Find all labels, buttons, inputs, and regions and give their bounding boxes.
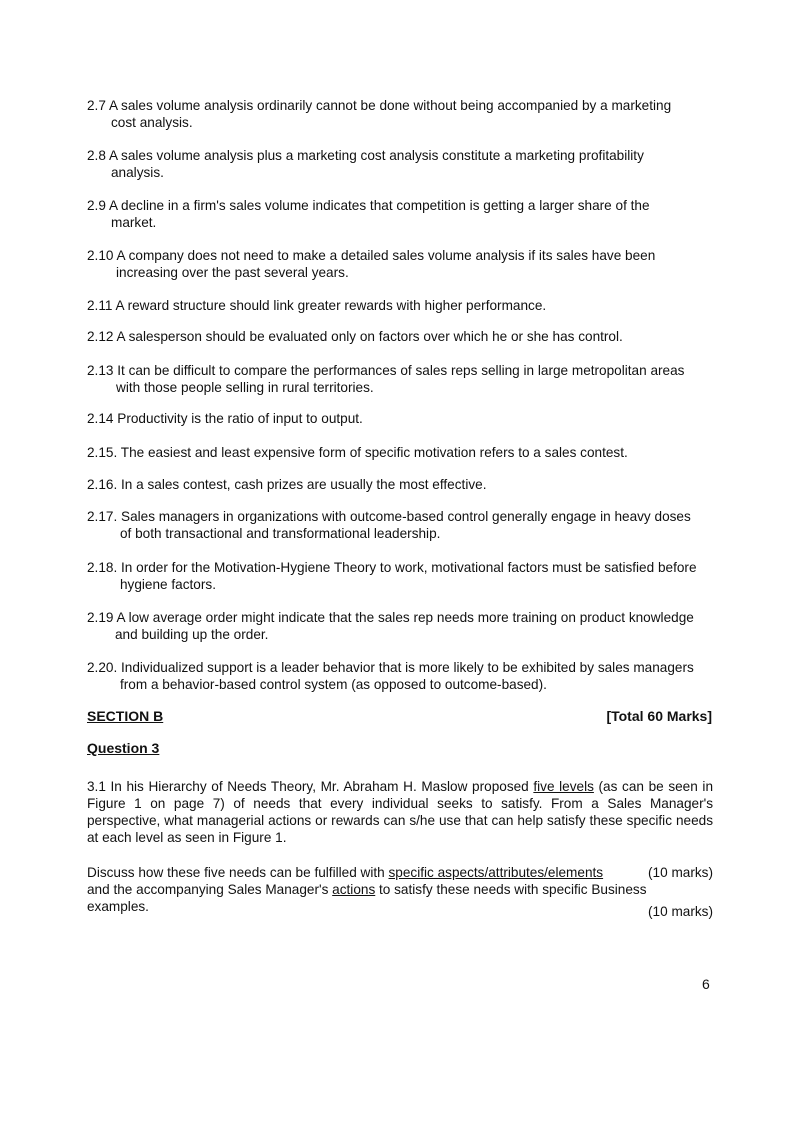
text: Discuss how these five needs can be fulfilled with [87, 865, 389, 880]
item-text: A salesperson should be evaluated only on factors over which he or she has control. [116, 329, 623, 344]
item-text: Sales managers in organizations with outcome-based control generally engage in heavy doses [121, 509, 691, 524]
item-number: 2.10 [87, 248, 114, 263]
underlined-text: five levels [533, 779, 594, 794]
underlined-text: actions [332, 882, 376, 897]
text: 3.1 In his Hierarchy of Needs Theory, Mr. Abraham H. Maslow proposed [87, 779, 534, 794]
question-item [87, 410, 727, 427]
question-item [87, 659, 727, 693]
item-text: In order for the Motivation-Hygiene Theory to work, motivational factors must be satisfied before [121, 560, 697, 575]
item-number: 2.17. [87, 509, 118, 524]
question-item [87, 97, 727, 131]
section-total-marks: [Total 60 Marks] [606, 708, 712, 724]
question-item [87, 247, 727, 281]
item-number: 2.18. [87, 560, 118, 575]
item-text: and building up the order. [115, 627, 269, 642]
item-number: 2.20. [87, 660, 118, 675]
item-text: increasing over the past several years. [116, 265, 349, 280]
text: examples. [87, 899, 149, 914]
item-number: 2.11 [87, 298, 113, 313]
item-text: A decline in a firm's sales volume indicates that competition is getting a larger share of the [108, 198, 650, 213]
item-number: 2.12 [87, 329, 114, 344]
question-item [87, 328, 727, 345]
item-text: The easiest and least expensive form of specific motivation refers to a sales contest. [120, 445, 628, 460]
text [87, 864, 603, 881]
section-title: SECTION B [87, 708, 164, 724]
marks: (10 marks) [648, 865, 713, 880]
question-item [87, 444, 727, 461]
item-text: A sales volume analysis plus a marketing cost analysis constitute a marketing profitability [108, 148, 644, 163]
text: and the accompanying Sales Manager's [87, 882, 333, 897]
item-text: In a sales contest, cash prizes are usually the most effective. [121, 477, 487, 492]
item-text: Individualized support is a leader behavior that is more likely to be exhibited by sales managers [121, 660, 694, 675]
question-item [87, 297, 727, 314]
item-text: market. [111, 215, 157, 230]
item-number: 2.15. [87, 445, 118, 460]
item-number: 2.9 [87, 198, 106, 213]
item-text: from a behavior-based control system (as opposed to outcome-based). [120, 677, 547, 692]
item-text: analysis. [111, 165, 164, 180]
question-3-1-paragraph [87, 778, 713, 846]
question-item [87, 476, 727, 493]
question-item [87, 147, 727, 181]
item-number: 2.8 [87, 148, 106, 163]
item-text: with those people selling in rural territories. [116, 380, 374, 395]
page-number: 6 [702, 976, 710, 992]
question-item [87, 559, 727, 593]
item-text: hygiene factors. [120, 577, 216, 592]
item-text: A sales volume analysis ordinarily cannot be done without being accompanied by a marketing [108, 98, 672, 113]
item-text: A reward structure should link greater rewards with higher performance. [115, 298, 547, 313]
item-text: cost analysis. [111, 115, 193, 130]
question-discuss-paragraph [87, 864, 713, 919]
item-number: 2.16. [87, 477, 118, 492]
question-item [87, 362, 727, 396]
item-text: A company does not need to make a detailed sales volume analysis if its sales have been [116, 248, 656, 263]
question-title: Question 3 [87, 740, 160, 756]
item-text: A low average order might indicate that the sales rep needs more training on product knowledge [116, 610, 694, 625]
item-text: of both transactional and transformational leadership. [120, 526, 441, 541]
item-text: Productivity is the ratio of input to output. [117, 411, 363, 426]
item-number: 2.14 [87, 411, 114, 426]
item-number: 2.7 [87, 98, 106, 113]
question-item [87, 508, 727, 542]
item-text: It can be difficult to compare the performances of sales reps selling in large metropolitan areas [117, 363, 685, 378]
underlined-text: specific aspects/attributes/elements [388, 865, 604, 880]
question-item [87, 609, 727, 643]
text: to satisfy these needs with specific Business [375, 882, 647, 897]
item-number: 2.13 [87, 363, 114, 378]
text: (as can be seen in Figure 1 on page 7) of needs that every individual seeks to satisfy. From a Sales Manager's perspective, what managerial actions or rewards can s/he use that can help satisfy these specific needs at each level as seen in Figure 1. [87, 779, 714, 845]
question-item [87, 197, 727, 231]
item-number: 2.19 [87, 610, 114, 625]
marks: (10 marks) [648, 904, 713, 919]
